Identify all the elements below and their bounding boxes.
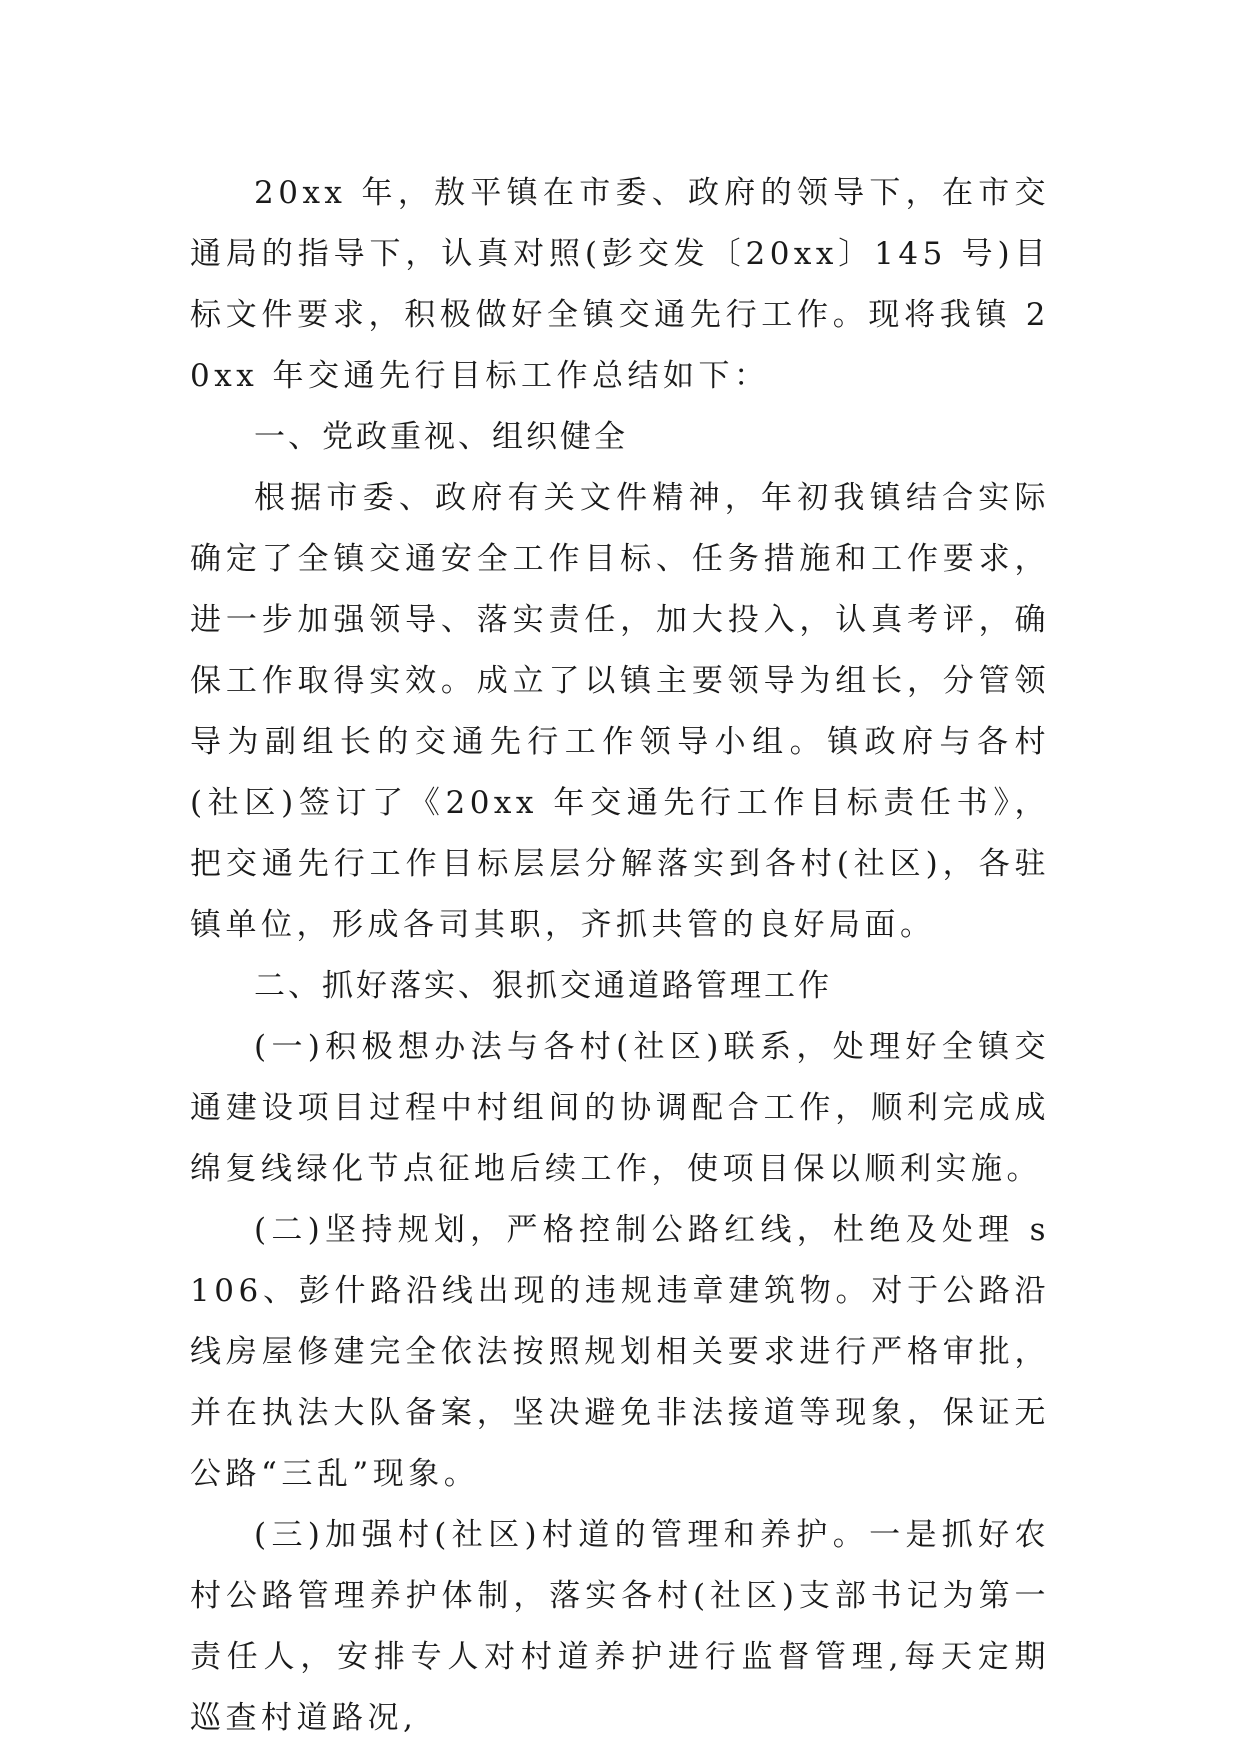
section-1-paragraph: 根据市委、政府有关文件精神，年初我镇结合实际确定了全镇交通安全工作目标、任务措施和工作要求，进一步加强领导、落实责任，加大投入，认真考评，确保工作取得实效。成立了以镇主要领导为组长，分管领导为副组长的交通先行工作领导小组。镇政府与各村(社区)签订了《20xx 年交通先行工作目标责任书》，把交通先行工作目标层层分解落实到各村(社区)，各驻镇单位，形成各司其职，齐抓共管的良好局面。	[190, 480, 1050, 943]
document-body	[190, 163, 1050, 1749]
section-heading-1: 一、党政重视、组织健全	[254, 419, 628, 455]
intro-paragraph: 20xx 年，敖平镇在市委、政府的领导下，在市交通局的指导下，认真对照(彭交发〔20xx〕145 号)目标文件要求，积极做好全镇交通先行工作。现将我镇 20xx 年交通先行目标工作总结如下：	[190, 175, 1050, 394]
subsection-2-paragraph: (二)坚持规划，严格控制公路红线，杜绝及处理 s106、彭什路沿线出现的违规违章建筑物。对于公路沿线房屋修建完全依法按照规划相关要求进行严格审批，并在执法大队备案，坚决避免非法接道等现象，保证无公路“三乱”现象。	[190, 1212, 1050, 1492]
subsection-3-paragraph: (三)加强村(社区)村道的管理和养护。一是抓好农村公路管理养护体制，落实各村(社区)支部书记为第一责任人，安排专人对村道养护进行监督管理,每天定期巡查村道路况,	[190, 1517, 1050, 1736]
subsection-1-paragraph: (一)积极想办法与各村(社区)联系，处理好全镇交通建设项目过程中村组间的协调配合工作，顺利完成成绵复线绿化节点征地后续工作，使项目保以顺利实施。	[190, 1029, 1050, 1187]
section-heading-2: 二、抓好落实、狠抓交通道路管理工作	[254, 968, 832, 1004]
